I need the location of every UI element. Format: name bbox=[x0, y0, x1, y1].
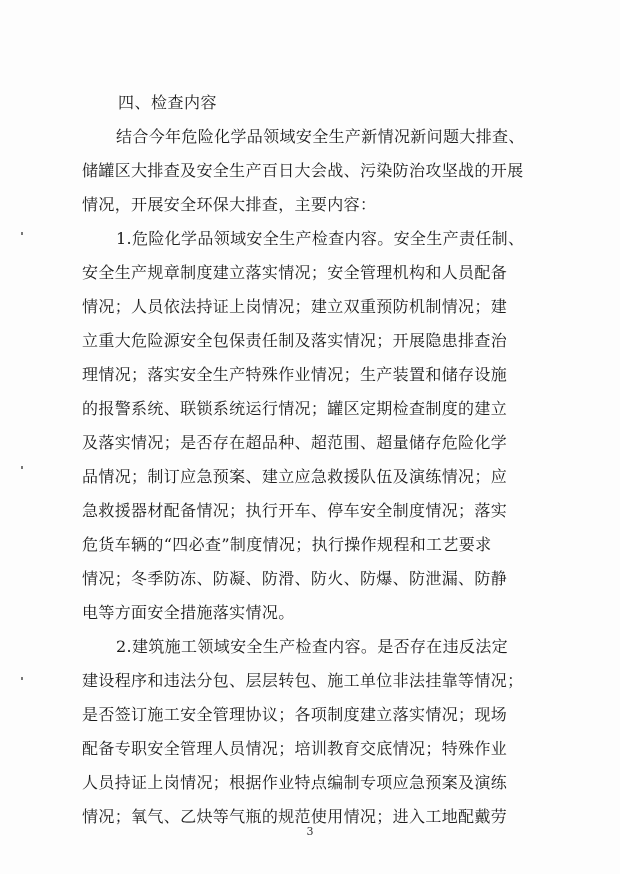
text-line: 及落实情况；是否存在超品种、超范围、超量储存危险化学 bbox=[82, 433, 508, 452]
paragraph-construction bbox=[82, 630, 552, 834]
text-line: 情况；氧气、乙炔等气瓶的规范使用情况；进入工地配戴劳 bbox=[82, 807, 508, 826]
text-line: 立重大危险源安全包保责任制及落实情况；开展隐患排查治 bbox=[82, 331, 508, 350]
text-line: 急救援器材配备情况；执行开车、停车安全制度情况；落实 bbox=[82, 501, 508, 520]
text-line: 结合今年危险化学品领域安全生产新情况新问题大排查、 bbox=[116, 127, 525, 146]
text-line: 2.建筑施工领域安全生产检查内容。是否存在违反法定 bbox=[116, 637, 509, 656]
text-line: 情况；冬季防冻、防凝、防滑、防火、防爆、防泄漏、防静 bbox=[82, 569, 508, 588]
text-line: 是否签订施工安全管理协议；各项制度建立落实情况；现场 bbox=[82, 705, 508, 724]
paragraph-hazardous-chemicals bbox=[82, 222, 552, 630]
text-line: 情况；人员依法持证上岗情况；建立双重预防机制情况；建 bbox=[82, 297, 508, 316]
text-line: 危货车辆的“四必查”制度情况；执行操作规程和工艺要求 bbox=[82, 535, 492, 554]
text-line: 储罐区大排查及安全生产百日大会战、污染防治攻坚战的开展 bbox=[82, 161, 524, 180]
text-line: 情况，开展安全环保大排查，主要内容： bbox=[82, 195, 377, 214]
text-line: 1.危险化学品领域安全生产检查内容。安全生产责任制、 bbox=[116, 229, 525, 248]
text-line: 配备专职安全管理人员情况；培训教育交底情况；特殊作业 bbox=[82, 739, 508, 758]
text-line: 的报警系统、联锁系统运行情况；罐区定期检查制度的建立 bbox=[82, 399, 508, 418]
page-number: 3 bbox=[306, 825, 314, 838]
text-line: 安全生产规章制度建立落实情况；安全管理机构和人员配备 bbox=[82, 263, 508, 282]
document-body bbox=[82, 86, 552, 834]
text-line: 品情况；制订应急预案、建立应急救援队伍及演练情况；应 bbox=[82, 467, 508, 486]
scan-mark bbox=[21, 466, 23, 469]
text-line: 建设程序和违法分包、层层转包、施工单位非法挂靠等情况； bbox=[82, 671, 524, 690]
scan-mark bbox=[21, 232, 23, 235]
text-line: 电等方面安全措施落实情况。 bbox=[82, 603, 295, 622]
paragraph-intro bbox=[82, 120, 552, 222]
text-line: 理情况；落实安全生产特殊作业情况；生产装置和储存设施 bbox=[82, 365, 508, 384]
text-line: 人员持证上岗情况；根据作业特点编制专项应急预案及演练 bbox=[82, 773, 508, 792]
section-heading: 四、检查内容 bbox=[118, 93, 218, 112]
scan-mark bbox=[21, 677, 23, 680]
